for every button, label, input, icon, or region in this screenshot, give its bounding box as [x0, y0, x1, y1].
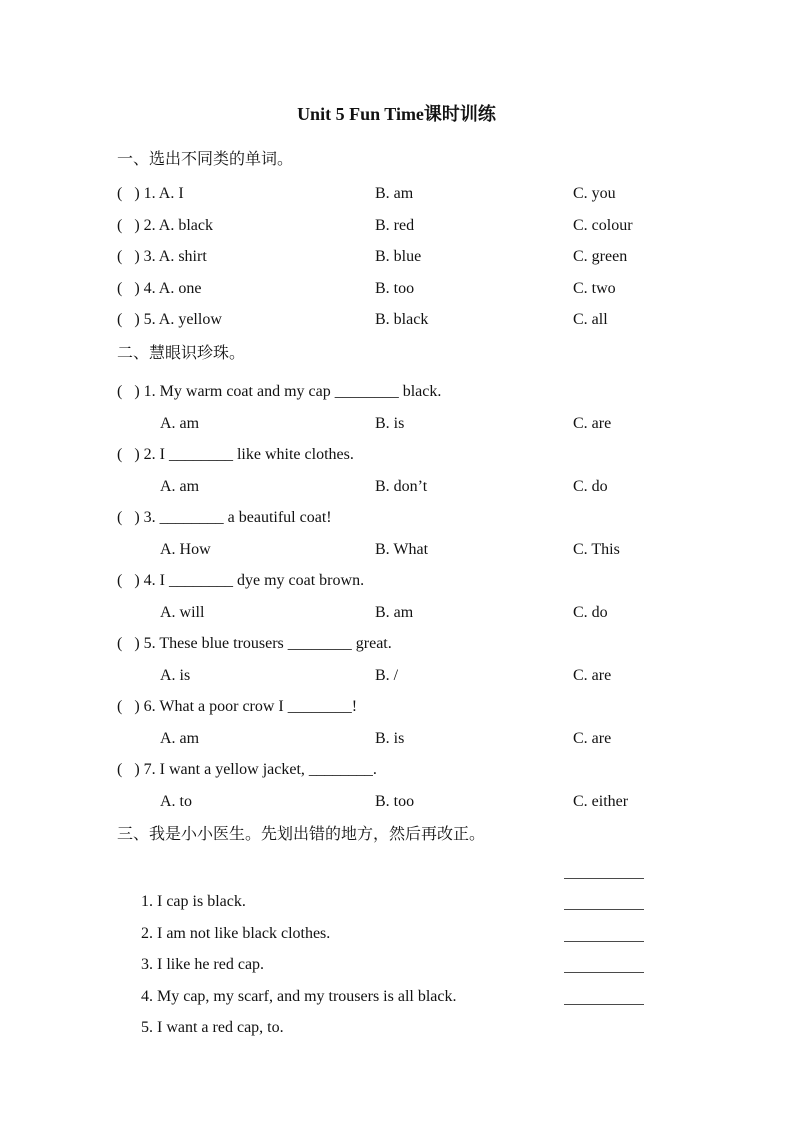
- option-c: C. either: [573, 792, 629, 810]
- option-c: C. This: [573, 540, 620, 558]
- correction-item-3: [117, 918, 644, 973]
- option-b: B. is: [375, 414, 405, 432]
- choice-option-c: C. you: [573, 185, 616, 202]
- answer-blank-line: [564, 909, 644, 910]
- choice-option-c: C. colour: [573, 216, 633, 234]
- question-stem-5: ( ) 5. These blue trousers ________ great.: [117, 635, 392, 652]
- option-c: C. are: [573, 666, 612, 684]
- option-b: B. am: [375, 603, 414, 621]
- question-stem-1: ( ) 1. My warm coat and my cap ________ black.: [117, 383, 442, 400]
- option-a: A. is: [160, 666, 191, 684]
- choice-lead: ( ) 4. A. one: [117, 279, 202, 297]
- choice-option-c: C. green: [573, 248, 628, 265]
- options-row-3: [117, 534, 644, 566]
- correction-item-2: [117, 886, 644, 942]
- correction-text: 1. I cap is black.: [141, 893, 246, 910]
- worksheet-content: [0, 144, 793, 1036]
- page-title: Unit 5 Fun Time课时训练: [297, 104, 496, 124]
- option-a: A. to: [160, 792, 192, 810]
- question-stem-2: ( ) 2. I ________ like white clothes.: [117, 446, 354, 463]
- options-row-7: [117, 786, 644, 818]
- choice-lead: ( ) 2. A. black: [117, 216, 213, 234]
- question-stem-3: ( ) 3. ________ a beautiful coat!: [117, 509, 332, 526]
- option-a: A. am: [160, 729, 200, 747]
- section-2-heading: 二、慧眼识珍珠。: [117, 344, 246, 362]
- option-c: C. do: [573, 603, 608, 621]
- option-a: A. will: [160, 603, 205, 621]
- question-stem-7: ( ) 7. I want a yellow jacket, ________.: [117, 761, 377, 778]
- option-c: C. are: [573, 414, 612, 432]
- option-b: B. is: [375, 729, 405, 747]
- correction-item-1: [117, 855, 644, 910]
- question-stem-4: ( ) 4. I ________ dye my coat brown.: [117, 572, 365, 589]
- option-a: A. am: [160, 414, 200, 432]
- choice-row-1: [117, 178, 644, 210]
- option-b: B. /: [375, 666, 399, 684]
- options-row-1: [117, 408, 644, 440]
- choice-option-b: B. black: [375, 311, 429, 328]
- choice-lead: ( ) 3. A. shirt: [117, 248, 207, 265]
- options-row-4: [117, 597, 644, 629]
- choice-option-c: C. all: [573, 311, 608, 328]
- choice-option-b: B. blue: [375, 248, 422, 265]
- correction-text: 3. I like he red cap.: [141, 956, 265, 973]
- correction-text: 2. I am not like black clothes.: [141, 924, 331, 942]
- correction-item-4: [117, 949, 644, 1005]
- answer-blank-line: [564, 1004, 644, 1005]
- option-c: C. are: [573, 729, 612, 747]
- correction-text: 5. I want a red cap, to.: [141, 1019, 284, 1036]
- choice-row-3: [117, 241, 644, 273]
- choice-lead: ( ) 1. A. I: [117, 185, 184, 202]
- section-3-heading: 三、我是小小医生。先划出错的地方，然后再改正。: [117, 826, 486, 843]
- section-1-heading: 一、选出不同类的单词。: [117, 150, 294, 168]
- options-row-6: [117, 723, 644, 755]
- answer-blank-line: [564, 878, 644, 879]
- choice-row-2: [117, 210, 644, 242]
- choice-row-4: [117, 273, 644, 305]
- option-b: B. too: [375, 792, 415, 810]
- option-c: C. do: [573, 477, 608, 495]
- correction-text: 4. My cap, my scarf, and my trousers is all black.: [141, 987, 457, 1005]
- options-row-5: [117, 660, 644, 692]
- choice-option-b: B. red: [375, 216, 415, 234]
- options-row-2: [117, 471, 644, 503]
- choice-row-5: [117, 304, 644, 336]
- choice-lead: ( ) 5. A. yellow: [117, 311, 222, 328]
- choice-option-b: B. am: [375, 185, 414, 202]
- option-a: A. How: [160, 540, 211, 558]
- answer-blank-line: [564, 941, 644, 942]
- question-stem-6: ( ) 6. What a poor crow I ________!: [117, 698, 358, 715]
- choice-option-c: C. two: [573, 279, 616, 297]
- option-b: B. don’t: [375, 477, 428, 495]
- choice-option-b: B. too: [375, 279, 415, 297]
- answer-blank-line: [564, 972, 644, 973]
- correction-item-5: [117, 981, 644, 1036]
- option-b: B. What: [375, 540, 429, 558]
- option-a: A. am: [160, 477, 200, 495]
